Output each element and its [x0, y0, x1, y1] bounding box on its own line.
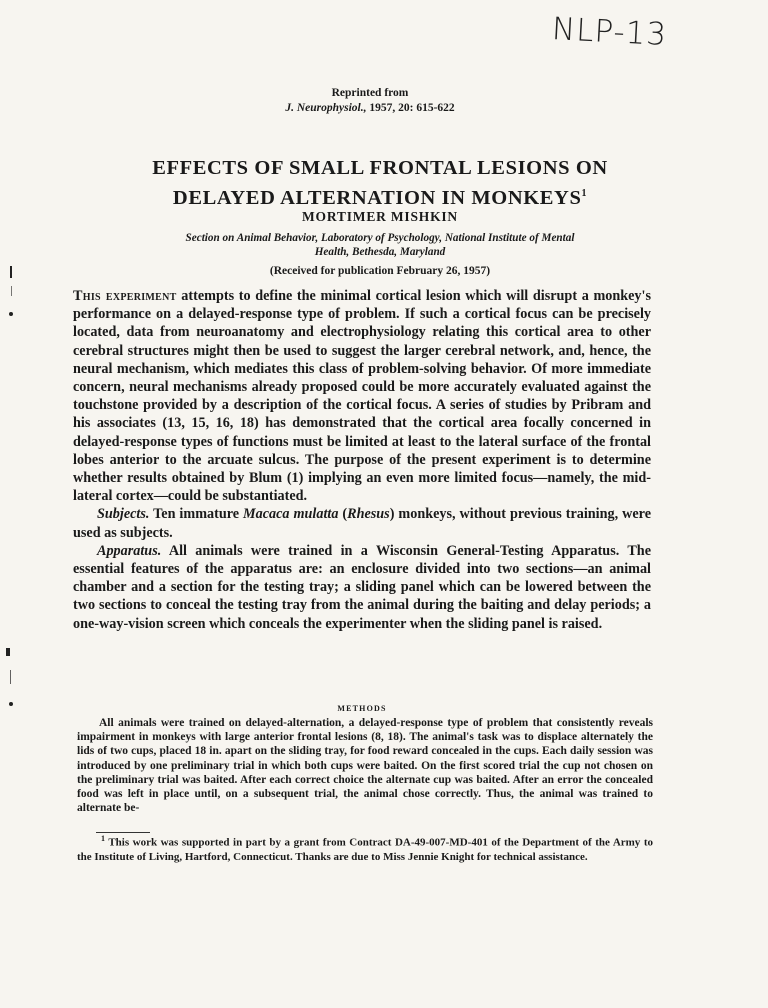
footnote-marker: 1: [101, 834, 105, 843]
intro-paragraph: [73, 287, 651, 505]
common-name: Rhesus: [347, 506, 390, 523]
author-name: MORTIMER MISHKIN: [302, 209, 458, 224]
paper-title: [80, 156, 680, 211]
margin-mark-4: [6, 648, 10, 656]
intro-text: attempts to define the minimal cortical lesion which will disrupt a monkey's performance on a delayed-response type of problem. If such a cortical focus can be precisely located, data from neuroanatomy and electrophysiology relating this cortical area to other cerebral structures might then be used to suggest the larger cerebral network, and, hence, the neural mechanism, which mediates this class of problem-solving behavior. Of more immediate concern, neural mechanisms already proposed could be more accurately evaluated against the touchstone provided by a description of the cortical focus. A series of studies by Pribram and his associates (13, 15, 16, 18) has demonstrated that the cortical area focally concerned in delayed-response types of functions must be limited at least to the lateral surface of the frontal lobes anterior to the arcuate sulcus. The purpose of the present experiment is to determine whether results obtained by Blum (1) implying an even more limited focus—namely, the mid-lateral cortex—could be substantiated.: [73, 288, 651, 505]
title-line-2: [80, 181, 680, 211]
margin-mark-6: [9, 702, 13, 706]
title-footnote-marker: 1: [581, 188, 588, 199]
margin-mark-5: [10, 670, 11, 684]
methods-paragraph: All animals were trained on delayed-alternation, a delayed-response type of problem that consistently reveals impairment in monkeys with large anterior frontal lesions (8, 18). The animal's task was to displace alternately the lids of two cups, placed 18 in. apart on the sliding tray, for food reward concealed in the cups. Each daily session was introduced by one preliminary trial in which both cups were baited. On the first scored trial the cup not chosen on the preliminary trial was baited. After each correct choice the alternate cup was baited. After an error the concealed food was left in place until, on a subsequent trial, the animal chose correctly. Thus, the animal was trained to alternate be-: [77, 717, 653, 815]
species-name: Macaca mulatta: [243, 506, 339, 523]
footnote-text: This work was supported in part by a grant from Contract DA-49-007-MD-401 of the Department of the Army to the Institute of Living, Hartford, Connecticut. Thanks are due to Miss Jennie Knight for technical assistance.: [77, 836, 653, 863]
citation-details: 1957, 20: 615-622: [369, 102, 455, 114]
citation-line: [240, 101, 500, 116]
apparatus-label: Apparatus.: [97, 542, 162, 559]
intro-lead: This experiment: [73, 288, 177, 304]
footnote: [77, 832, 653, 864]
apparatus-paragraph: [73, 542, 651, 633]
subjects-text-before: Ten immature: [149, 506, 244, 523]
affiliation: [100, 231, 660, 259]
affiliation-line-2: Health, Bethesda, Maryland: [314, 246, 446, 258]
affiliation-line-1: Section on Animal Behavior, Laboratory of Psychology, National Institute of Mental: [185, 232, 575, 244]
journal-name: J. Neurophysiol.,: [285, 102, 367, 114]
article-body: [73, 287, 651, 633]
methods-heading: METHODS: [337, 704, 387, 713]
handwritten-note: NLP-13: [551, 11, 668, 53]
apparatus-text: All animals were trained in a Wisconsin General-Testing Apparatus. The essential features of the apparatus are: an enclosure divided into two sections—an animal chamber and a section for the testing tray; a sliding panel which can be lowered between the two sections to conceal the testing tray from the animal during the baiting and delay periods; a one-way-vision screen which conceals the experimenter when the sliding panel is raised.: [73, 542, 651, 632]
subjects-text-mid: (: [338, 506, 348, 523]
margin-mark-1: [10, 266, 12, 278]
margin-mark-2: [11, 286, 12, 296]
reprint-notice: [240, 86, 500, 116]
received-date: (Received for publication February 26, 1957): [269, 265, 491, 277]
title-line-2-text: DELAYED ALTERNATION IN MONKEYS: [172, 186, 582, 209]
subjects-label: Subjects.: [97, 506, 150, 523]
title-line-1: EFFECTS OF SMALL FRONTAL LESIONS ON: [152, 157, 608, 179]
margin-mark-3: [9, 312, 13, 316]
reprint-line: Reprinted from: [331, 87, 409, 99]
subjects-text-after: ) monkeys, without previous training, were used as subjects.: [73, 506, 651, 541]
subjects-paragraph: [73, 505, 651, 541]
